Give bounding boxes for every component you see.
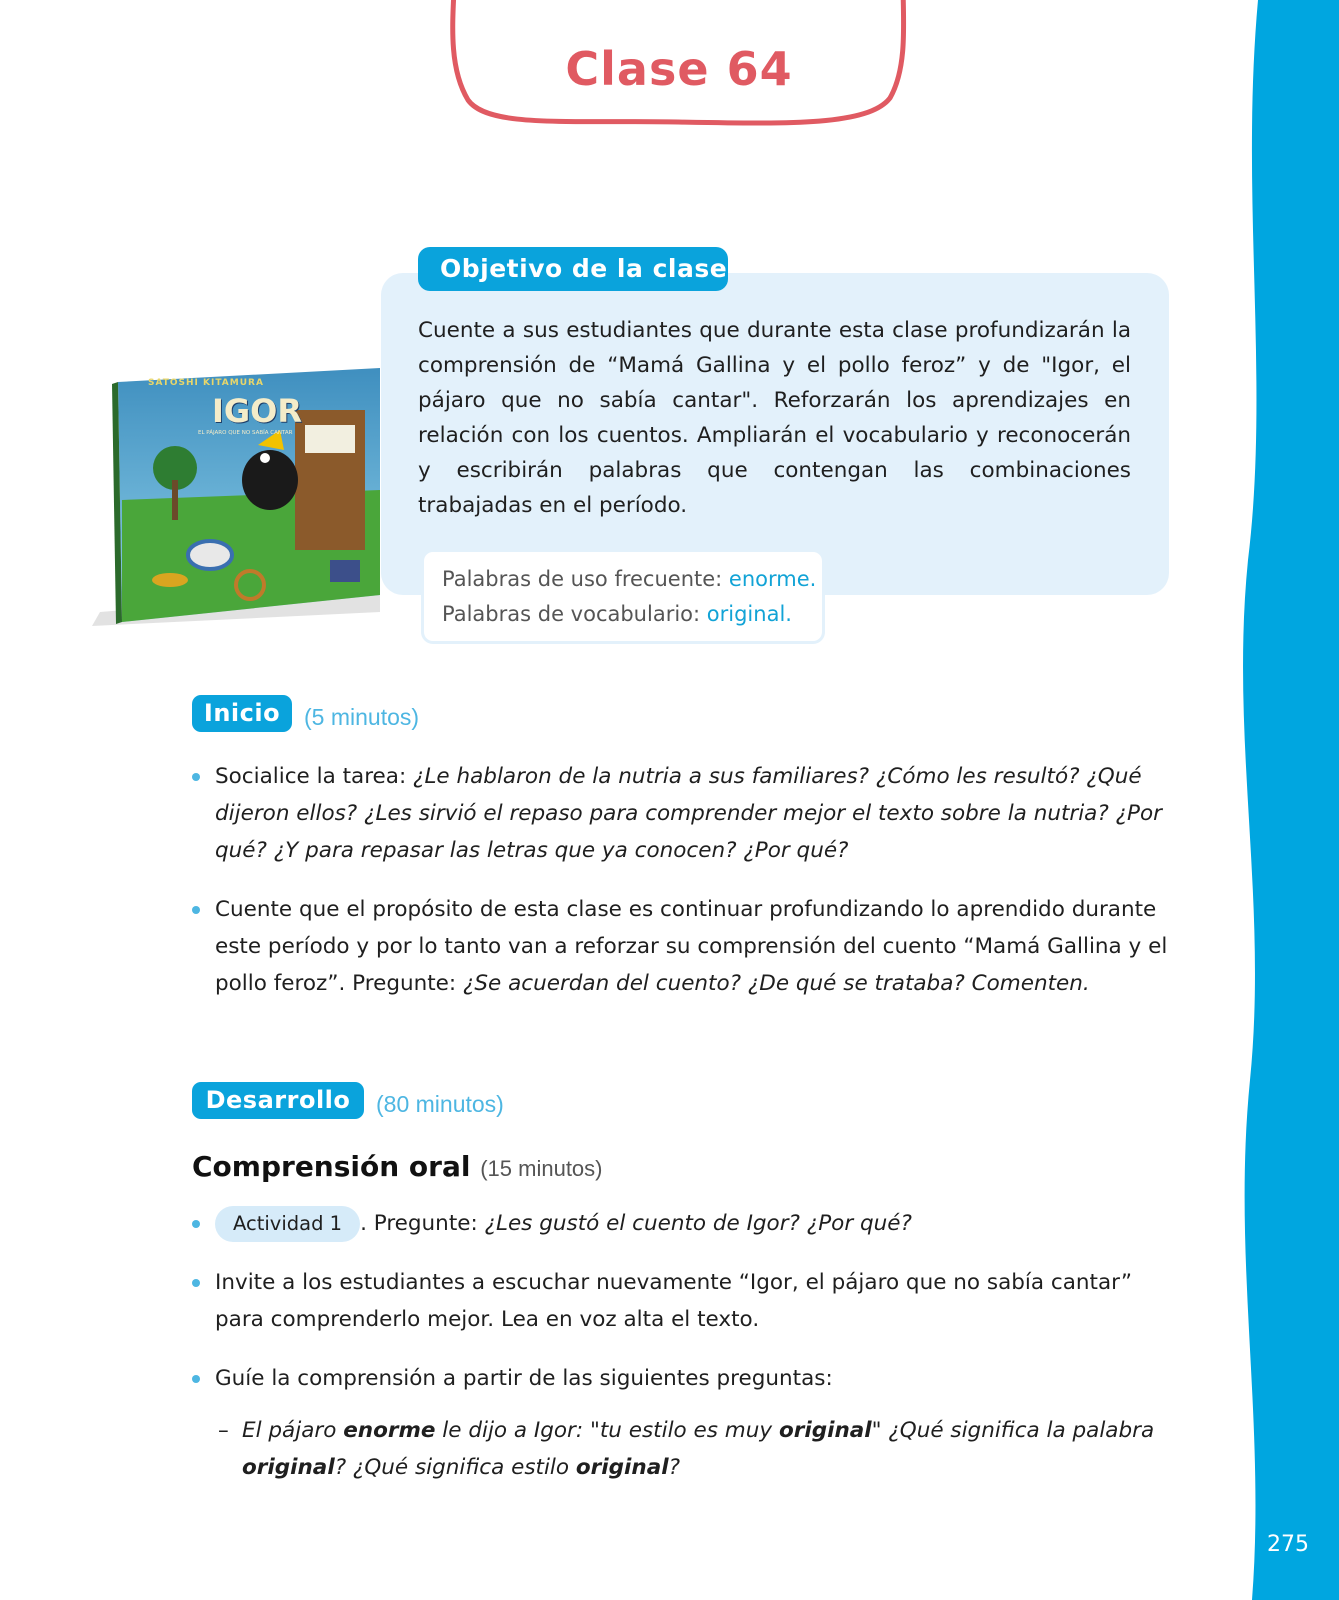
- objective-label: Objetivo de la clase: [418, 247, 728, 291]
- list-item: [192, 758, 1170, 869]
- vocabulary-words-value: original.: [706, 602, 792, 626]
- sub-question-part: El pájaro: [242, 1418, 344, 1443]
- desarrollo-section-label: Desarrollo: [192, 1082, 364, 1119]
- sub-question-bold-word: original: [242, 1455, 335, 1480]
- bullet-text: Guíe la comprensión a partir de las siguientes preguntas:: [215, 1366, 833, 1391]
- inicio-bullet-list: [192, 758, 1170, 1002]
- bullet-lead-text: Socialice la tarea:: [215, 764, 414, 789]
- vocabulary-words-line: [442, 597, 822, 632]
- sub-question-part: ?: [668, 1455, 680, 1480]
- frequent-words-label: Palabras de uso frecuente:: [442, 567, 729, 591]
- list-item: [192, 1360, 1170, 1397]
- inicio-minutes: (5 minutos): [304, 704, 420, 730]
- sub-question-bold-word: enorme: [343, 1418, 436, 1443]
- sub-question-part: ? ¿Qué significa estilo: [334, 1455, 576, 1480]
- comprension-oral-heading: [192, 1150, 603, 1183]
- bullet-text: Invite a los estudiantes a escuchar nuevamente “Igor, el pájaro que no sabía cantar” para comprenderlo mejor. Lea en voz alta el texto.: [215, 1270, 1132, 1332]
- list-item: [192, 1205, 1170, 1242]
- bullet-question-text: ¿Se acuerdan del cuento? ¿De qué se trataba? Comenten.: [462, 971, 1090, 996]
- page-number: 275: [1267, 1532, 1309, 1557]
- inicio-section-label: Inicio: [192, 695, 292, 732]
- class-title: Clase 64: [565, 42, 793, 96]
- activity-lead-text: . Pregunte:: [360, 1211, 485, 1236]
- sub-question: [218, 1412, 1170, 1486]
- sub-question-part: " ¿Qué significa la palabra: [871, 1418, 1155, 1443]
- sub-question-bold-word: original: [778, 1418, 872, 1443]
- book-cover-author: SATOSHI KITAMURA: [148, 378, 264, 388]
- side-decorative-band: [1230, 0, 1339, 1600]
- activity-question-text: ¿Les gustó el cuento de Igor? ¿Por qué?: [484, 1211, 912, 1236]
- vocabulary-words-label: Palabras de vocabulario:: [442, 602, 707, 626]
- subsection-title: Comprensión oral: [192, 1150, 471, 1183]
- desarrollo-bullet-list: [192, 1205, 1170, 1397]
- sub-question-bold-word: original: [575, 1455, 669, 1480]
- list-item: [192, 891, 1170, 1002]
- sub-question-part: le dijo a Igor: "tu estilo es muy: [435, 1418, 779, 1443]
- bullet-question-text: ¿Le hablaron de la nutria a sus familiares? ¿Cómo les resultó? ¿Qué dijeron ellos? ¿Les sirvió el repaso para comprender mejor el texto sobre la nutria? ¿Por qué? ¿Y para repasar las letras que ya conocen? ¿Por qué?: [215, 764, 1162, 863]
- frequent-words-value: enorme.: [728, 567, 817, 591]
- book-cover-subtitle: EL PÁJARO QUE NO SABÍA CANTAR: [198, 430, 293, 436]
- list-item: [192, 1264, 1170, 1338]
- bullet-lead-text: Cuente que el propósito de esta clase es continuar profundizando lo aprendido durante este período y por lo tanto van a reforzar su comprensión del cuento “Mamá Gallina y el pollo feroz”. Pregunte:: [215, 897, 1168, 996]
- book-cover-title: IGOR: [212, 392, 303, 430]
- activity-badge: Actividad 1: [215, 1206, 360, 1242]
- frequent-words-line: [442, 562, 822, 597]
- words-box: [421, 549, 825, 644]
- desarrollo-minutes: (80 minutos): [376, 1091, 504, 1117]
- objective-text: Cuente a sus estudiantes que durante esta clase profundizarán la comprensión de “Mamá Gallina y el pollo feroz” y de "Igor, el pájaro que no sabía cantar". Reforzarán los aprendizajes en relación con los cuentos. Ampliarán el vocabulario y reconocerán y escribirán palabras que contengan las combinaciones trabajadas en el período.: [418, 318, 1131, 518]
- subsection-minutes: (15 minutos): [480, 1156, 603, 1181]
